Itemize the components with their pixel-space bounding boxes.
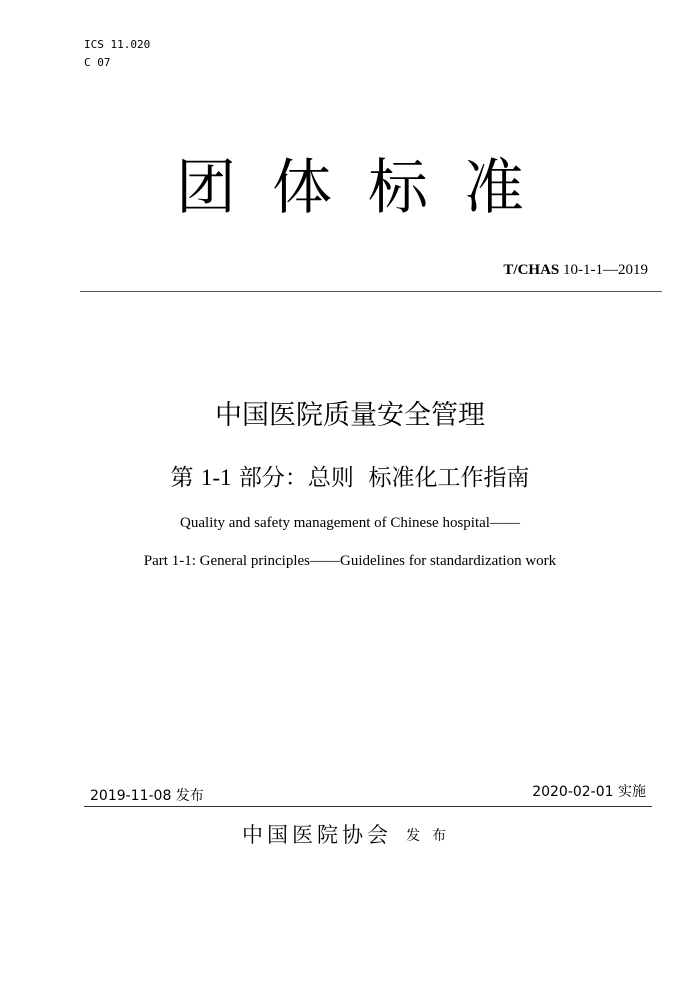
standard-number-value: 10-1-1—2019 (559, 262, 648, 278)
publisher-line (0, 820, 700, 851)
subtitle-part-start: 第 (170, 465, 201, 491)
publisher-name: 中国医院协会 (242, 823, 392, 847)
standard-type-heading: 团体标准 (176, 153, 560, 223)
document-subtitle-cn (0, 461, 700, 495)
implementation-date: 2020-02-01 实施 (532, 784, 646, 800)
document-title-en-line2: Part 1-1: General principles——Guidelines for standardization work (143, 553, 557, 569)
bottom-divider (84, 806, 652, 807)
ccs-code: C 07 (84, 56, 111, 69)
document-title-en-line1: Quality and safety management of Chinese hospital—— (180, 515, 520, 531)
top-divider (80, 291, 662, 292)
subtitle-part-end: 部分：总则 标准化工作指南 (231, 465, 530, 491)
standard-number (503, 262, 648, 279)
standard-number-prefix: T/CHAS (503, 262, 560, 278)
ics-code: ICS 11.020 (84, 38, 151, 51)
publisher-verb: 发布 (406, 828, 458, 844)
document-title-cn: 中国医院质量安全管理 (215, 400, 485, 431)
issue-date: 2019-11-08 发布 (90, 788, 204, 804)
subtitle-part-number: 1-1 (200, 465, 232, 490)
classification-codes (84, 36, 150, 72)
